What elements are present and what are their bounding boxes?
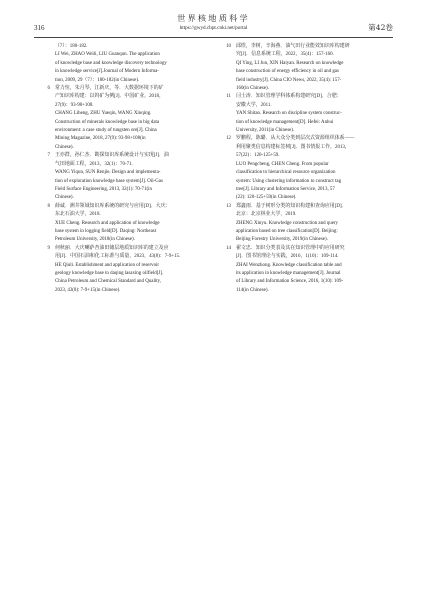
references-column-right	[221, 43, 395, 295]
reference-text-line: Mining Magazine, 2018, 27(9): 93-98+108(in	[55, 136, 146, 142]
reference-text-line: 用[J]．中国石油和化工标准与质量，2023，43(8)：7-9+15.	[55, 254, 181, 260]
reference-text-line: Chinese).	[55, 144, 74, 150]
reference-text-line: Beijing Forestry University, 2019(in Chinese).	[236, 237, 328, 243]
reference-text-line: field industry[J]. China CIO News, 2022, 35(4): 157-	[236, 77, 342, 83]
reference-text-line: (22): 120-125+59(in Chinese).	[236, 195, 297, 201]
reference-text-line: classification to hierarchical resource organization	[236, 170, 336, 176]
reference-text-line: environment: a case study of tungsten ore[J]. China	[55, 128, 157, 134]
reference-text-line: QI Ying, LI Jun, XIN Haiyan. Research on knowledge	[236, 60, 344, 66]
reference-text-line: 王亦群，孙仁杰．勘探知识库系统设计与实现[J]．油	[55, 153, 169, 159]
reference-text-line: （7）：180-182.	[55, 44, 88, 49]
reference-item	[221, 43, 395, 93]
reference-text-line: geology knowledge base in daqing lasaxing oilfield[J].	[55, 270, 164, 276]
reference-text-line: in knowledge service[J].Journal of Modern Informa-	[55, 69, 159, 75]
reference-text-line: 闫士涛．知识管理学科体系构建研究[D]．合肥：	[236, 94, 342, 100]
reference-text-line: tion of knowledge management[D]. Hefei: Anhui	[236, 119, 334, 125]
reference-text-line: 产知识库构建：以钨矿为例[J]．中国矿业，2018，	[55, 94, 164, 100]
reference-text-line: 北京：北京林业大学，2019.	[236, 212, 297, 218]
reference-text-line: of knowledge base and knowledge discovery technology	[55, 60, 167, 66]
reference-text-line: Petroleum University, 2018(in Chinese).	[55, 237, 135, 243]
reference-number: 13	[226, 203, 231, 209]
reference-text-line: 2023, 43(8): 7-9+15(in Chinese).	[55, 287, 121, 293]
reference-text-line: 27(9)：93-98+108.	[55, 102, 94, 108]
reference-text-line: base system in logging field[D]. Daqing: Northeast	[55, 228, 157, 234]
reference-number: 10	[226, 44, 231, 49]
running-header	[0, 13, 427, 32]
reference-text-line: YAN Shitao. Research on discipline system construc-	[236, 111, 342, 117]
reference-text-line: 57(22)：120-125+59.	[236, 153, 280, 159]
references-column-left	[40, 43, 214, 295]
reference-number: 11	[226, 94, 231, 100]
reference-text-line: Field Surface Engineering, 2013, 32(1): 70-71(in	[55, 186, 152, 192]
reference-text-line: system: Using clustering information to construct tag	[236, 178, 342, 184]
reference-text-line: 邱煜，李树，辛海燕．油气田行业能效知识库构建研	[236, 44, 350, 49]
reference-text-line: its application in knowledge management[J]. Journal	[236, 270, 341, 276]
reference-text-line: ZHAI Wenzhong. Knowledge classification table and	[236, 262, 342, 268]
reference-text-line: 薛诚．测井领域知识库系统的研究与应用[D]．大庆：	[55, 203, 171, 209]
reference-text-line: University, 2011(in Chinese).	[236, 128, 295, 134]
reference-text-line: 利用聚类信息构建标签树[J]．图书情报工作，2013，	[236, 144, 350, 150]
reference-text-line: 气田地面工程，2013，32(1)：70-71.	[55, 161, 133, 167]
reference-number: 7	[47, 153, 50, 159]
reference-text-line: application based on tree classification[D]. Beijing:	[236, 228, 338, 234]
reference-text-line: 160(in Chinese).	[236, 86, 269, 92]
page-number: 316	[34, 24, 45, 32]
reference-text-line: 罗鹏程，陈璐．从大众分类到层次式资源组织体系——	[236, 136, 355, 142]
reference-item	[221, 135, 395, 202]
reference-text-line: CHANG Liheng, ZHU Yueqin, WANG Xinqing.	[55, 111, 152, 117]
reference-text-line: HE Qiuli. Establishment and application of reservoir	[55, 262, 160, 268]
journal-url[interactable]: https://gwyd.cbpt.cnki.net/portal	[179, 25, 248, 31]
reference-text-line: tree[J]. Library and Information Service, 2013, 57	[236, 186, 335, 192]
reference-text-line: Construction of minerals knowledge base in big data	[55, 119, 160, 125]
reference-number: 12	[226, 136, 231, 142]
reference-text-line: tion of exploration knowledge base system[J]. Oil-Gas	[55, 178, 163, 184]
reference-item	[40, 203, 214, 245]
reference-text-line: LUO Pengcheng, CHEN Cheng. From popular	[236, 161, 329, 167]
volume-label: 第42卷	[368, 23, 393, 32]
reference-text-line: 东北石油大学，2018.	[55, 212, 101, 218]
reference-text-line: 郑鑫雨．基于树形分类的知识构建和查询应用[D]．	[236, 203, 347, 209]
header-rule	[34, 37, 393, 38]
reference-text-line: [J]．图书馆理论与实践，2016，1(10)：109-114.	[236, 254, 339, 260]
reference-item	[40, 245, 214, 295]
journal-name: 世界核地质科学	[177, 13, 250, 23]
reference-text-line: 安徽大学，2011.	[236, 102, 272, 108]
reference-text-line: 114(in Chinese).	[236, 287, 269, 293]
reference-text-line: 翟文忠．知识分类表及其在知识管理中的应用研究	[236, 245, 345, 251]
reference-text-line: LI Wei, ZHAO Weili, LIU Guanqun. The application	[55, 52, 160, 58]
reference-text-line: WANG Yiqun, SUN Renjie. Design and implementa-	[55, 170, 161, 176]
reference-item	[40, 43, 214, 85]
reference-text-line: 究[J]．信息系统工程，2022，35(4)：157-160.	[236, 52, 334, 58]
reference-text-line: base construction of energy efficiency in oil and gas	[236, 69, 339, 75]
reference-item	[40, 152, 214, 202]
reference-number: 8	[47, 203, 50, 209]
reference-number: 9	[47, 245, 50, 251]
reference-item	[221, 245, 395, 295]
reference-item	[40, 85, 214, 152]
reference-text-line: 常力恒，朱月琴，江新庆，等．大数据环境下的矿	[55, 86, 164, 92]
reference-text-line: China Petroleum and Chemical Standard and Quality,	[55, 279, 161, 285]
reference-item	[221, 203, 395, 245]
reference-text-line: Chinese).	[55, 195, 74, 201]
reference-number: 6	[47, 86, 50, 92]
reference-item	[221, 93, 395, 135]
reference-text-line: of Library and Information Science, 2016, 1(10): 109-	[236, 279, 344, 285]
reference-text-line: tion, 2009, 29（7）：180-182(in Chinese).	[55, 77, 140, 83]
reference-number: 14	[226, 245, 231, 251]
reference-text-line: 何秋丽．大庆喇萨杏油田储层地质知识库的建立及应	[55, 245, 169, 251]
reference-text-line: XUE Cheng. Research and application of knowledge	[55, 220, 160, 226]
reference-text-line: ZHENG Xinyu. Knowledge construction and query	[236, 220, 339, 226]
